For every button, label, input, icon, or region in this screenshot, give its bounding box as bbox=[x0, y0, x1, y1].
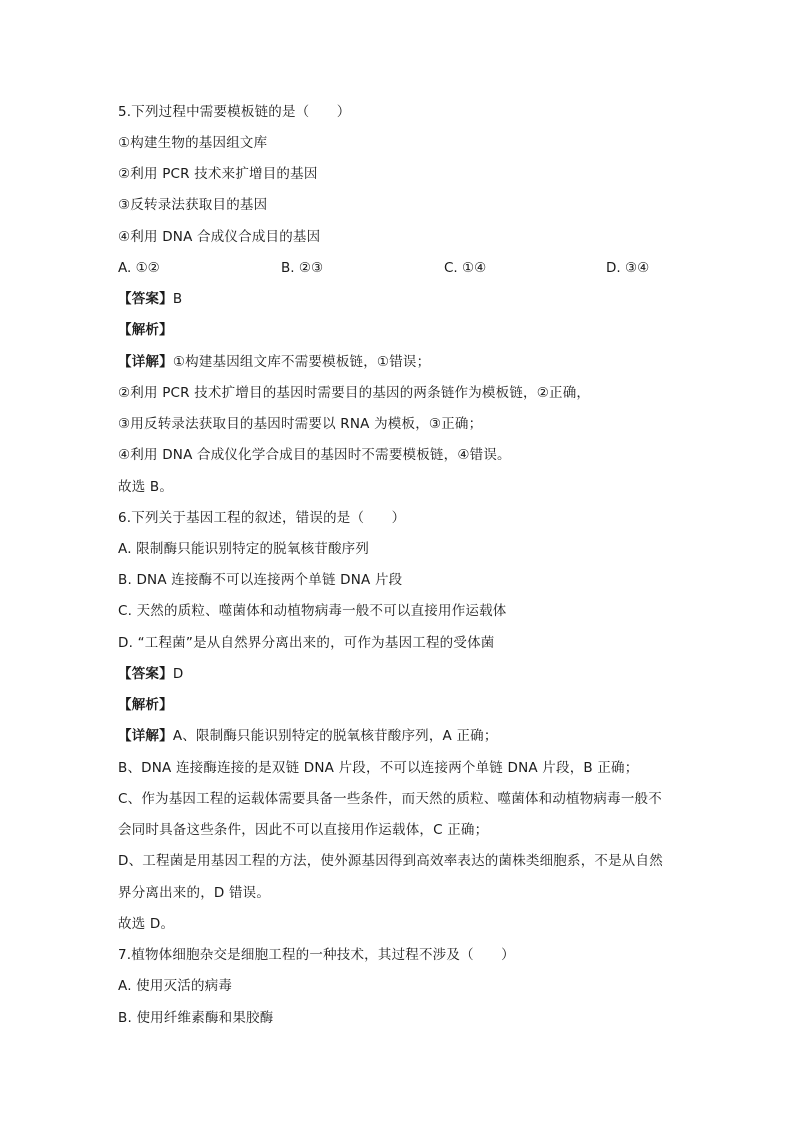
answer-value: D bbox=[172, 666, 184, 682]
q6-detail-2: B、DNA 连接酶连接的是双链 DNA 片段，不可以连接两个单链 DNA 片段，B 正确； bbox=[118, 760, 639, 776]
q7-option-a: A. 使用灭活的病毒 bbox=[118, 978, 233, 994]
q5-detail-4: ④利用 DNA 合成仪化学合成目的基因时不需要模板链，④错误。 bbox=[118, 447, 511, 463]
q6-answer bbox=[118, 665, 183, 683]
answer-value: B bbox=[172, 291, 183, 307]
q5-item-4: ④利用 DNA 合成仪合成目的基因 bbox=[118, 229, 321, 245]
q5-stem: 5.下列过程中需要模板链的是（ ） bbox=[118, 104, 351, 120]
q5-option-d: D. ③④ bbox=[606, 260, 650, 276]
q5-analysis-label: 【解析】 bbox=[118, 322, 173, 338]
answer-label: 【答案】 bbox=[118, 666, 173, 682]
q5-option-c: C. ①④ bbox=[444, 260, 487, 276]
detail-label: 【详解】 bbox=[118, 354, 173, 370]
q6-option-a: A. 限制酶只能识别特定的脱氧核苷酸序列 bbox=[118, 541, 370, 557]
q5-conclusion: 故选 B。 bbox=[118, 479, 174, 495]
q5-detail-1 bbox=[118, 353, 430, 371]
answer-label: 【答案】 bbox=[118, 291, 173, 307]
detail-label: 【详解】 bbox=[118, 728, 173, 744]
q6-option-c: C. 天然的质粒、噬菌体和动植物病毒一般不可以直接用作运载体 bbox=[118, 603, 507, 619]
q6-detail-6: 界分离出来的，D 错误。 bbox=[118, 885, 271, 901]
q5-option-b: B. ②③ bbox=[281, 260, 324, 276]
q6-analysis-label: 【解析】 bbox=[118, 697, 173, 713]
q6-option-d: D. “工程菌”是从自然界分离出来的，可作为基因工程的受体菌 bbox=[118, 635, 495, 651]
q6-detail-4: 会同时具备这些条件，因此不可以直接用作运载体，C 正确； bbox=[118, 822, 489, 838]
q5-item-2: ②利用 PCR 技术来扩增目的基因 bbox=[118, 166, 318, 182]
q5-answer bbox=[118, 290, 182, 308]
q6-detail-5: D、工程菌是用基因工程的方法，使外源基因得到高效率表达的菌株类细胞系，不是从自然 bbox=[118, 853, 663, 869]
q6-conclusion: 故选 D。 bbox=[118, 916, 175, 932]
detail-text: A、限制酶只能识别特定的脱氧核苷酸序列，A 正确； bbox=[172, 728, 498, 744]
q6-detail-3: C、作为基因工程的运载体需要具备一些条件，而天然的质粒、噬菌体和动植物病毒一般不 bbox=[118, 791, 662, 807]
q7-option-b: B. 使用纤维素酶和果胶酶 bbox=[118, 1010, 274, 1026]
q6-stem: 6.下列关于基因工程的叙述，错误的是（ ） bbox=[118, 510, 406, 526]
q5-detail-2: ②利用 PCR 技术扩增目的基因时需要目的基因的两条链作为模板链，②正确， bbox=[118, 385, 591, 401]
q6-option-b: B. DNA 连接酶不可以连接两个单链 DNA 片段 bbox=[118, 572, 403, 588]
q5-item-1: ①构建生物的基因组文库 bbox=[118, 135, 268, 151]
q6-detail-1 bbox=[118, 727, 498, 745]
q5-option-a: A. ①② bbox=[118, 260, 160, 276]
detail-text: ①构建基因组文库不需要模板链，①错误； bbox=[172, 354, 431, 370]
q5-detail-3: ③用反转录法获取目的基因时需要以 RNA 为模板，③正确； bbox=[118, 416, 483, 432]
q7-stem: 7.植物体细胞杂交是细胞工程的一种技术，其过程不涉及（ ） bbox=[118, 947, 515, 963]
q5-item-3: ③反转录法获取目的基因 bbox=[118, 197, 268, 213]
